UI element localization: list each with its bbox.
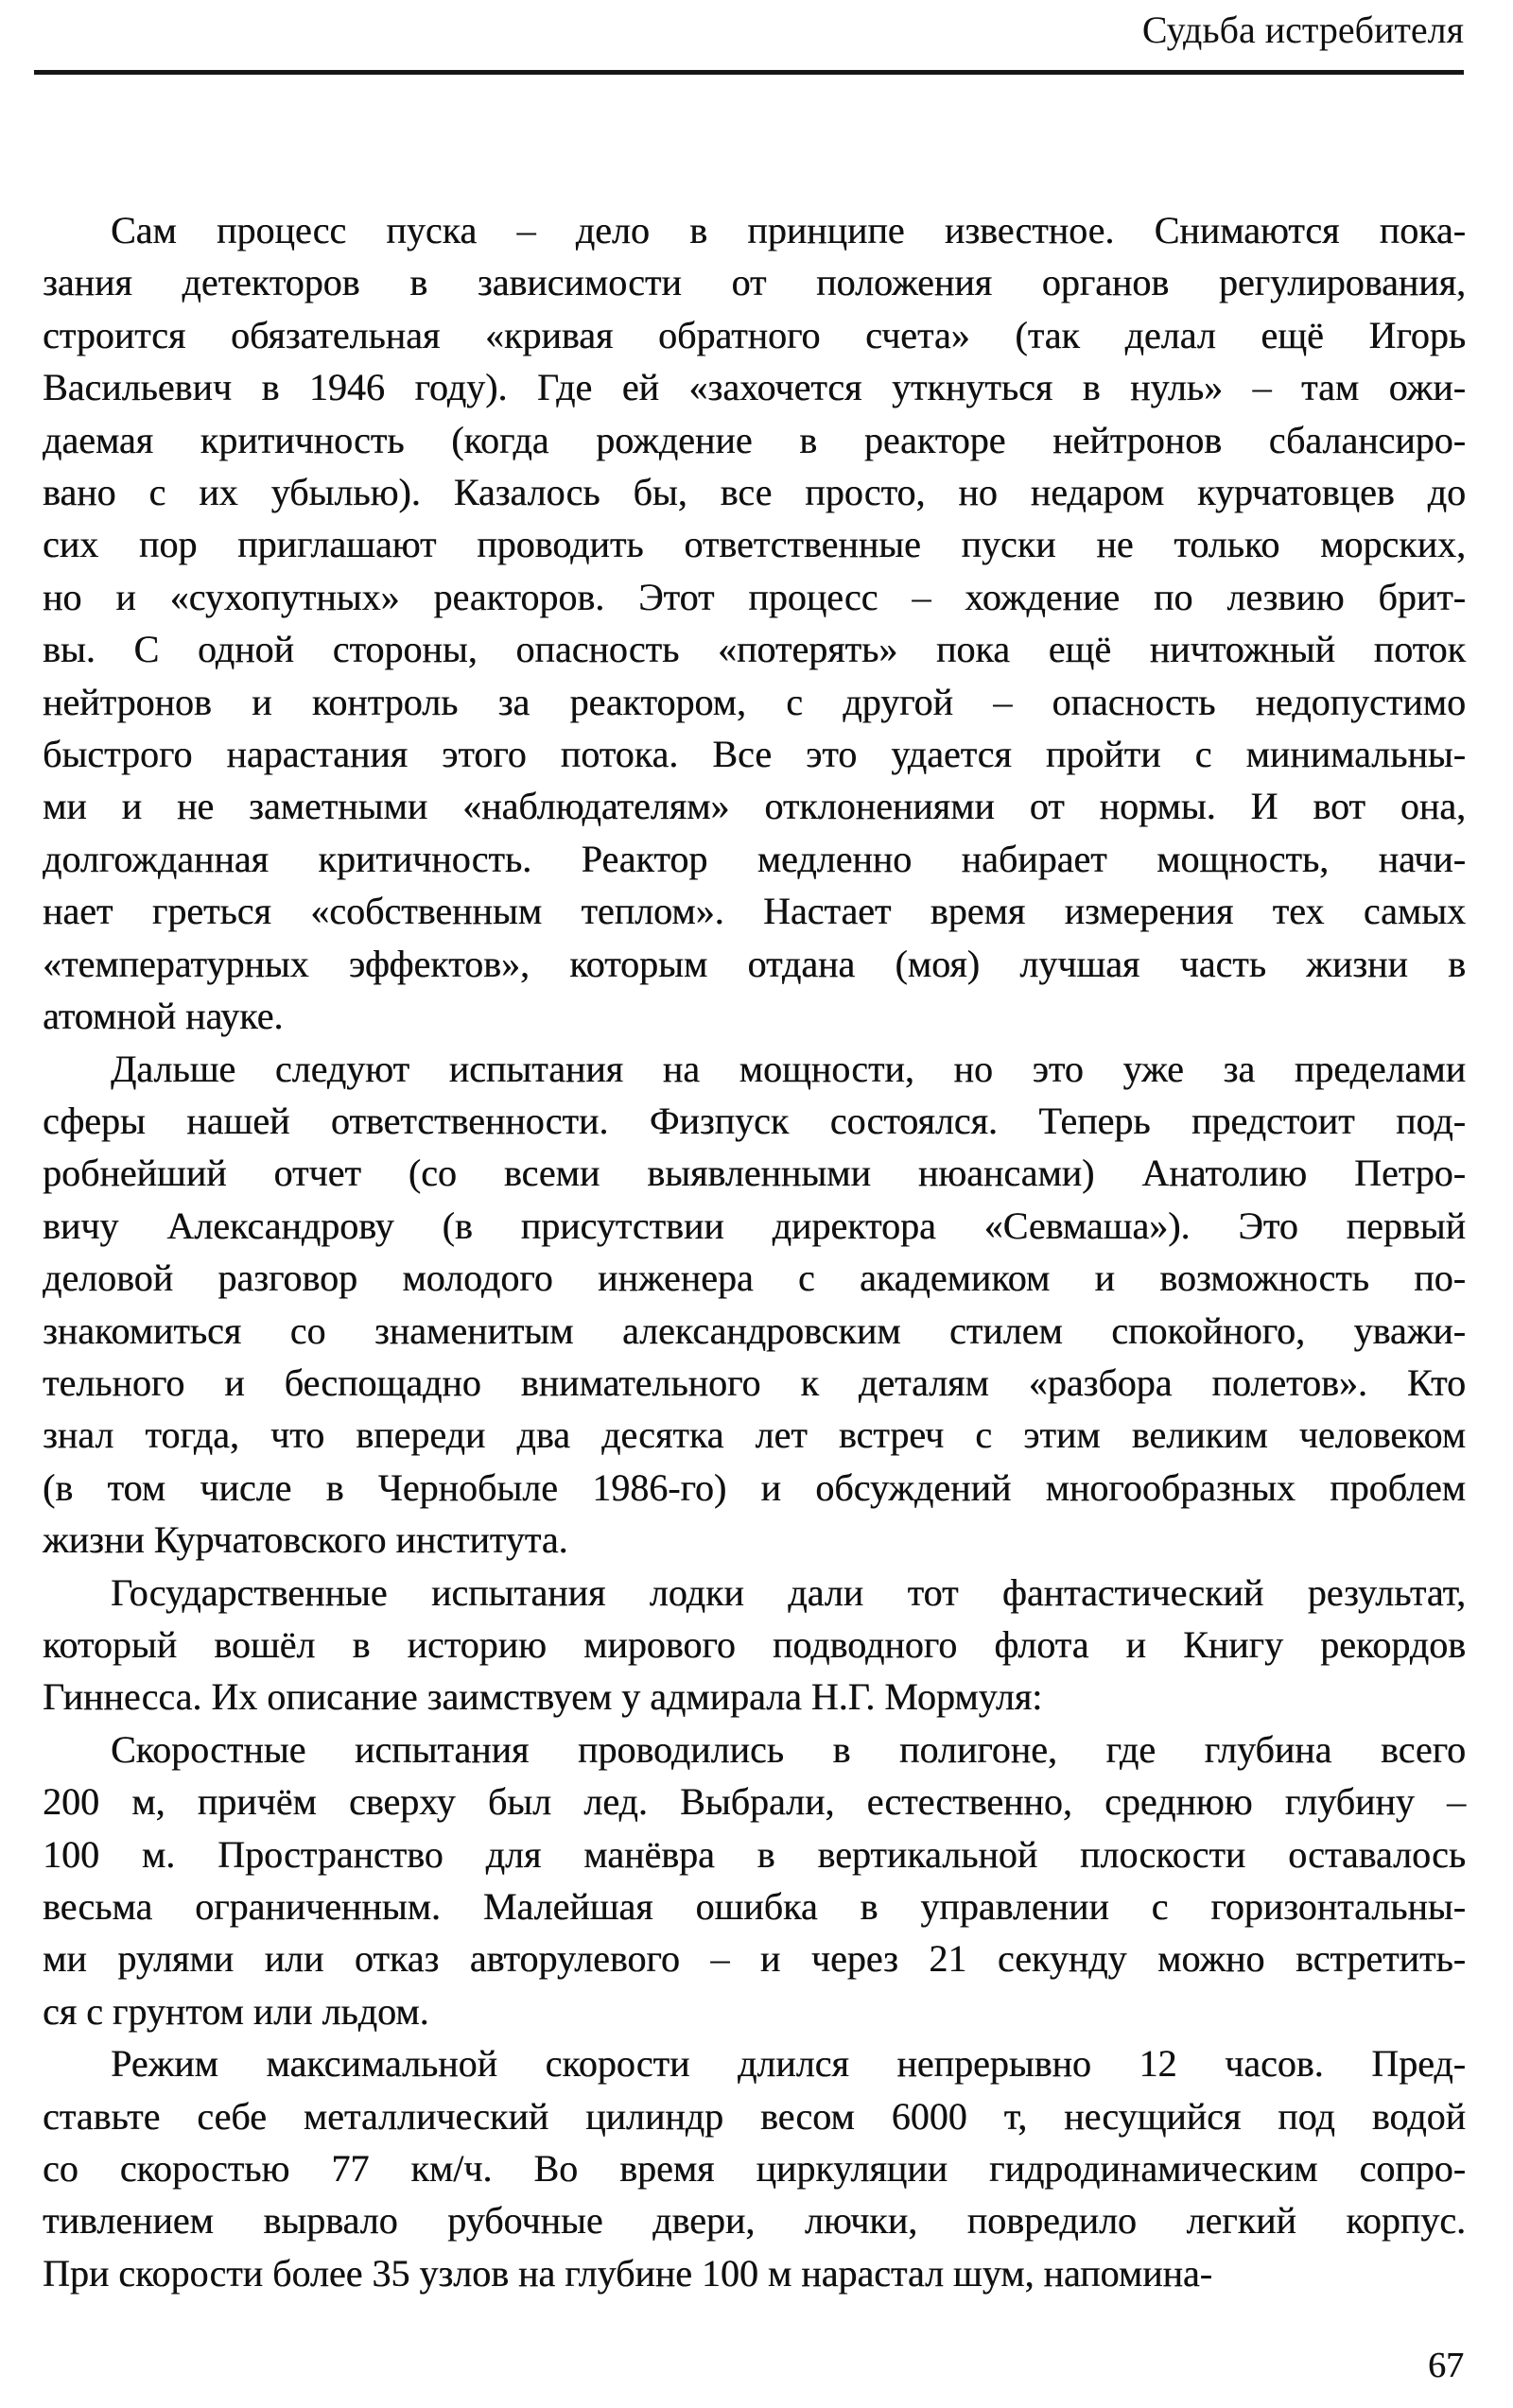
text-line: но и «сухопутных» реакторов. Этот процесс – хождение по лезвию брит- [43,575,1466,618]
text-line: тельного и беспощадно внимательного к деталям «разбора полетов». Кто [43,1360,1466,1404]
text-line: Васильевич в 1946 году). Где ей «захочется уткнуться в нуль» – там ожи- [43,366,1466,409]
text-line: 100 м. Пространство для манёвра в вертикальной плоскости оставалось [43,1832,1466,1876]
text-line: ми рулями или отказ авторулевого – и через 21 секунду можно встретить- [43,1937,1466,1981]
text-line: долгожданная критичность. Реактор медленно набирает мощность, начи- [43,837,1466,880]
text-line: жизни Курчатовского института. [43,1518,568,1562]
text-line: робнейший отчет (со всеми выявленными нюансами) Анатолию Петро- [43,1152,1466,1195]
text-line: Режим максимальной скорости длился непрерывно 12 часов. Пред- [111,2042,1466,2086]
page-number: 67 [1428,2346,1464,2385]
text-line: тивлением вырвало рубочные двери, лючки, повредило легкий корпус. [43,2199,1466,2243]
text-line: (в том числе в Чернобыле 1986-го) и обсуждений многообразных проблем [43,1465,1466,1509]
text-line: атомной науке. [43,995,284,1038]
text-line: нейтронов и контроль за реактором, с другой – опасность недопустимо [43,680,1466,723]
running-header-title: Судьба истребителя [1141,9,1464,51]
text-line: вы. С одной стороны, опасность «потерять» пока ещё ничтожный поток [43,628,1466,671]
text-line: Скоростные испытания проводились в полигоне, где глубина всего [111,1727,1466,1771]
body-text [43,204,1466,2299]
text-line: строится обязательная «кривая обратного счета» (так делал ещё Игорь [43,313,1466,356]
text-line: весьма ограниченным. Малейшая ошибка в управлении с горизонтальны- [43,1885,1466,1928]
text-line: «температурных эффектов», которым отдана (моя) лучшая часть жизни в [43,942,1466,985]
text-line: быстрого нарастания этого потока. Все это удается пройти с минимальны- [43,733,1466,776]
text-line: ми и не заметными «наблюдателям» отклонениями от нормы. И вот она, [43,785,1466,828]
paragraph [43,204,1466,1043]
text-line: Сам процесс пуска – дело в принципе известное. Снимаются пока- [111,209,1466,251]
text-line: знакомиться со знаменитым александровским стилем спокойного, уважи- [43,1308,1466,1352]
paragraph [43,2037,1466,2299]
text-line: вано с их убылью). Казалось бы, все просто, но недаром курчатовцев до [43,471,1466,514]
text-line: нает греться «собственным теплом». Настает время измерения тех самых [43,890,1466,933]
text-line: ставьте себе металлический цилиндр весом 6000 т, несущийся под водой [43,2094,1466,2138]
text-line: Государственные испытания лодки дали тот фантастический результат, [111,1570,1466,1614]
text-line: 200 м, причём сверху был лед. Выбрали, естественно, среднюю глубину – [43,1780,1466,1824]
text-line: ся с грунтом или льдом. [43,1989,429,2033]
text-line: зания детекторов в зависимости от положения органов регулирования, [43,261,1466,304]
text-line: Дальше следуют испытания на мощности, но это уже за пределами [111,1047,1466,1090]
text-line: сферы нашей ответственности. Физпуск состоялся. Теперь предстоит под- [43,1099,1466,1142]
text-line: При скорости более 35 узлов на глубине 100 м нарастал шум, напомина- [43,2251,1212,2295]
text-line: Гиннесса. Их описание заимствуем у адмирала Н.Г. Мормуля: [43,1675,1043,1719]
paragraph [43,1043,1466,1567]
page-header [43,6,1464,55]
paragraph [43,1724,1466,2037]
text-line: который вошёл в историю мирового подводного флота и Книгу рекордов [43,1622,1466,1666]
header-rule [34,70,1464,75]
text-line: знал тогда, что впереди два десятка лет встреч с этим великим человеком [43,1413,1466,1457]
text-line: со скоростью 77 км/ч. Во время циркуляции гидродинамическим сопро- [43,2147,1466,2191]
paragraph [43,1567,1466,1724]
text-line: деловой разговор молодого инженера с академиком и возможность по- [43,1256,1466,1300]
text-line: даемая критичность (когда рождение в реакторе нейтронов сбалансиро- [43,418,1466,461]
text-line: вичу Александрову (в присутствии директора «Севмаша»). Это первый [43,1204,1466,1247]
text-line: сих пор приглашают проводить ответственные пуски не только морских, [43,523,1466,566]
